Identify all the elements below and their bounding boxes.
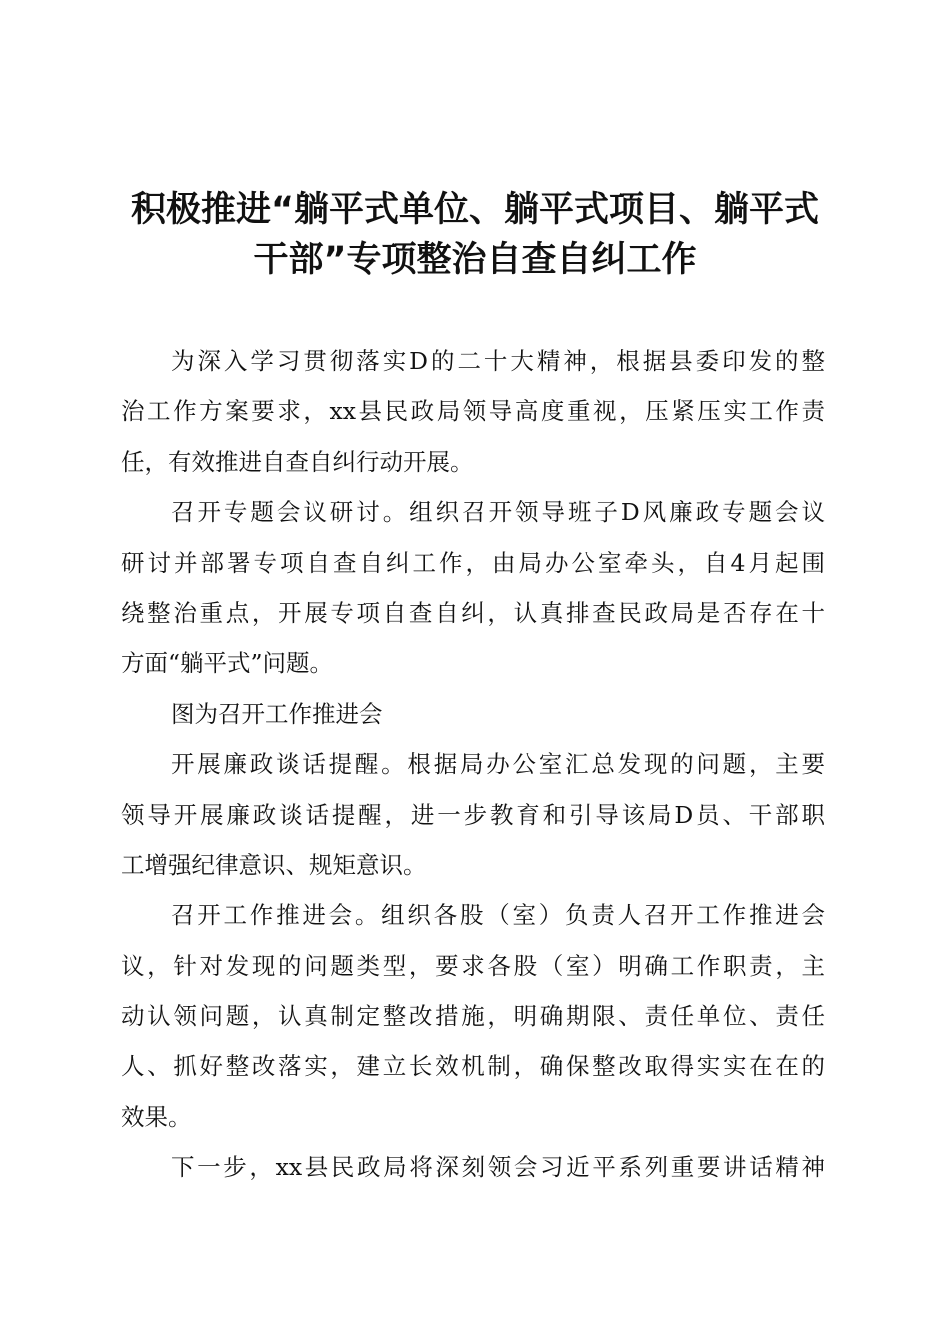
paragraph-line: 治工作方案要求，xx县民政局领导高度重视，压紧压实工作责 <box>121 397 825 426</box>
paragraph-line: 议，针对发现的问题类型，要求各股（室）明确工作职责，主 <box>121 951 825 980</box>
document-title <box>105 185 845 285</box>
paragraph-line: 下一步，xx县民政局将深刻领会习近平系列重要讲话精神 <box>171 1153 825 1182</box>
paragraph-talk <box>121 739 825 890</box>
paragraph-progress-meeting <box>121 890 825 1142</box>
paragraph-line: 动认领问题，认真制定整改措施，明确期限、责任单位、责任 <box>121 1002 825 1031</box>
paragraph-line: 领导开展廉政谈话提醒，进一步教育和引导该局D员、干部职 <box>121 800 825 829</box>
paragraph-line: 人、抓好整改落实，建立长效机制，确保整改取得实实在在的 <box>121 1052 825 1081</box>
paragraph-line: 效果。 <box>121 1102 192 1131</box>
paragraph-line: 为深入学习贯彻落实D的二十大精神，根据县委印发的整 <box>171 347 825 375</box>
paragraph-line: 召开专题会议研讨。组织召开领导班子D风廉政专题会议 <box>171 498 825 527</box>
title-line-2: 干部”专项整治自查自纠工作 <box>253 240 697 280</box>
paragraph-line: 召开工作推进会。组织各股（室）负责人召开工作推进会 <box>171 901 825 930</box>
paragraph-line: 工增强纪律意识、规矩意识。 <box>121 850 427 879</box>
paragraph-meeting <box>121 487 825 689</box>
caption-line: 图为召开工作推进会 <box>171 699 383 728</box>
paragraph-line: 绕整治重点，开展专项自查自纠，认真排查民政局是否存在十 <box>121 598 825 627</box>
paragraph-line: 研讨并部署专项自查自纠工作，由局办公室牵头，自4月起围 <box>121 548 825 577</box>
paragraph-intro <box>121 336 825 487</box>
paragraph-line: 方面“躺平式”问题。 <box>121 649 334 678</box>
paragraph-line: 开展廉政谈话提醒。根据局办公室汇总发现的问题，主要 <box>171 750 825 779</box>
paragraph-line: 任，有效推进自查自纠行动开展。 <box>121 447 474 476</box>
document-body <box>121 336 825 1193</box>
image-caption <box>121 689 825 739</box>
paragraph-next-step <box>121 1142 825 1192</box>
title-line-1: 积极推进“躺平式单位、躺平式项目、躺平式 <box>130 190 819 230</box>
